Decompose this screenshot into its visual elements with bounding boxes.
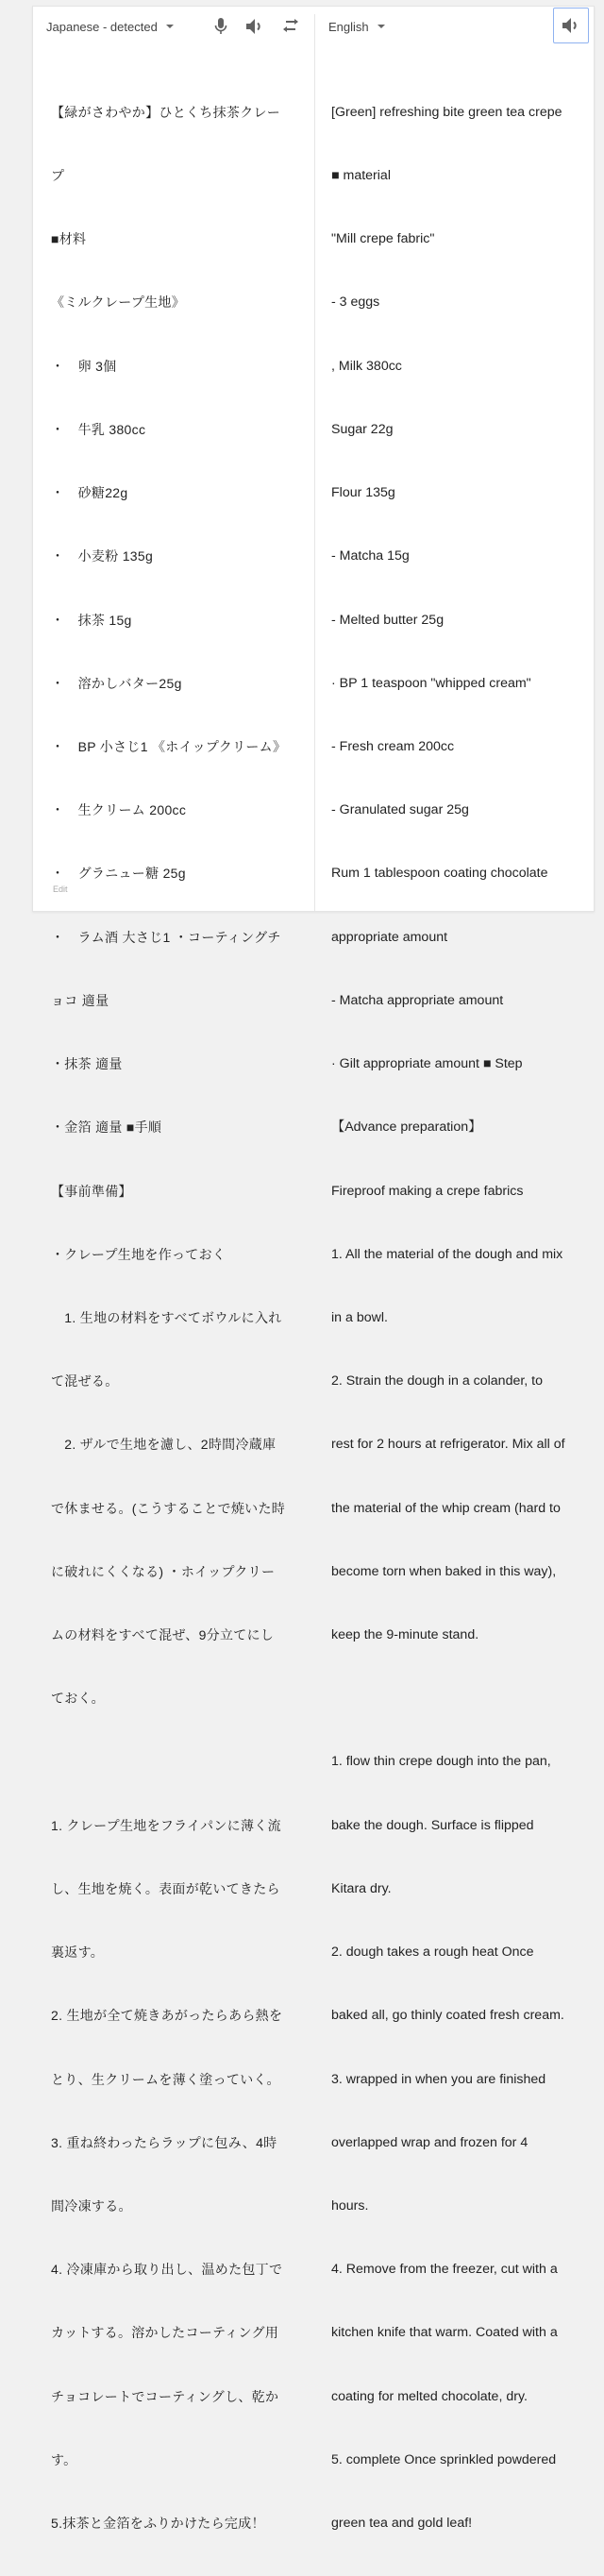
target-line: · Gilt appropriate amount ■ Step	[331, 1056, 523, 1072]
source-line: ・ BP 小さじ1 《ホイップクリーム》	[51, 739, 287, 754]
source-line: カットする。溶かしたコーティング用	[51, 2325, 279, 2341]
speaker-icon	[245, 18, 264, 35]
mic-icon	[214, 17, 227, 36]
target-line: 1. All the material of the dough and mix	[331, 1246, 563, 1262]
target-line: [Green] refreshing bite green tea crepe	[331, 104, 562, 120]
source-line	[51, 1752, 298, 1773]
source-line: ・ グラニュー糖 25g	[51, 866, 186, 882]
source-header	[46, 7, 310, 46]
target-line: 5. complete Once sprinkled powdered	[331, 2451, 557, 2467]
source-line: ・ 生クリーム 200cc	[51, 802, 187, 818]
target-line: "Mill crepe fabric"	[331, 231, 435, 247]
source-line: 2. 生地が全て焼きあがったらあら熱を	[51, 2008, 283, 2024]
source-line: 裏返す。	[51, 1945, 105, 1961]
source-language-select[interactable]	[46, 20, 174, 34]
target-line: Flour 135g	[331, 485, 395, 501]
target-line: 3. wrapped in when you are finished	[331, 2071, 546, 2087]
target-line: 2. dough takes a rough heat Once	[331, 1945, 534, 1961]
panel-divider	[314, 14, 315, 911]
source-line: ■材料	[51, 231, 87, 247]
target-language-select[interactable]	[328, 20, 385, 34]
source-line: 《ミルクレープ生地》	[51, 295, 186, 311]
target-line: Kitara dry.	[331, 1880, 392, 1896]
source-line: ・ 溶かしバター25g	[51, 675, 182, 691]
target-line: appropriate amount	[331, 929, 448, 945]
source-line: に破れにくくなる) ・ホイップクリー	[51, 1563, 276, 1579]
target-line: - Matcha appropriate amount	[331, 992, 504, 1008]
source-line: ョコ 適量	[51, 992, 109, 1008]
source-line: 5.抹茶と金箔をふりかけたら完成！	[51, 2516, 265, 2532]
target-line: 【Advance preparation】	[331, 1120, 482, 1136]
source-line: ・ ラム酒 大さじ1 ・コーティングチ	[51, 929, 281, 945]
target-line: Rum 1 tablespoon coating chocolate	[331, 866, 548, 882]
target-line: - Granulated sugar 25g	[331, 802, 469, 818]
target-line: green tea and gold leaf!	[331, 2516, 473, 2532]
source-line: 【事前準備】	[51, 1183, 132, 1199]
source-line: プ	[51, 168, 65, 184]
source-line: ・ 小麦粉 135g	[51, 548, 154, 564]
target-line: 1. flow thin crepe dough into the pan,	[331, 1754, 551, 1770]
source-line: す。	[51, 2451, 77, 2467]
target-line: 4. Remove from the freezer, cut with a	[331, 2262, 558, 2278]
source-line: 1. クレープ生地をフライパンに薄く流	[51, 1817, 281, 1833]
source-listen-button[interactable]	[241, 13, 269, 40]
target-line: kitchen knife that warm. Coated with a	[331, 2325, 558, 2341]
target-line: Sugar 22g	[331, 421, 394, 437]
source-line: ・クレープ生地を作っておく	[51, 1246, 226, 1262]
source-line: ・金箔 適量 ■手順	[51, 1120, 162, 1136]
target-line: - Melted butter 25g	[331, 612, 445, 628]
source-line: 2. ザルで生地を濾し、2時間冷蔵庫	[51, 1437, 277, 1453]
edit-link[interactable]: Edit	[53, 884, 68, 894]
source-line: ムの材料をすべて混ぜ、9分立てにし	[51, 1627, 275, 1643]
target-line: ■ material	[331, 168, 391, 184]
source-line: ・ 牛乳 380cc	[51, 421, 146, 437]
source-line: とり、生クリームを薄く塗っていく。	[51, 2071, 280, 2087]
target-line: the material of the whip cream (hard to	[331, 1500, 561, 1516]
swap-languages-icon	[281, 19, 300, 34]
target-line: - Fresh cream 200cc	[331, 739, 455, 754]
target-language-label: English	[328, 19, 369, 34]
source-line: で休ませる。(こうすることで焼いた時	[51, 1500, 286, 1516]
source-line: 1. 生地の材料をすべてボウルに入れ	[51, 1309, 282, 1325]
source-line: ておく。	[51, 1691, 105, 1707]
source-line: し、生地を焼く。表面が乾いてきたら	[51, 1880, 280, 1896]
target-line: hours.	[331, 2198, 369, 2214]
target-listen-button[interactable]	[553, 8, 589, 43]
source-line: チョコレートでコーティングし、乾か	[51, 2388, 279, 2404]
target-line: baked all, go thinly coated fresh cream.	[331, 2008, 564, 2024]
source-language-label: Japanese - detected	[46, 19, 158, 34]
target-line: coating for melted chocolate, dry.	[331, 2388, 528, 2404]
target-line: · BP 1 teaspoon "whipped cream"	[331, 675, 531, 691]
translated-text	[331, 59, 588, 2576]
speaker-icon	[562, 17, 580, 34]
chevron-down-icon	[378, 25, 385, 28]
target-line: in a bowl.	[331, 1309, 388, 1325]
source-line: ・ 卵 3個	[51, 358, 117, 374]
source-line: 4. 冷凍庫から取り出し、温めた包丁で	[51, 2262, 283, 2278]
source-line: て混ぜる。	[51, 1373, 119, 1389]
chevron-down-icon	[166, 25, 174, 28]
source-line: ・抹茶 適量	[51, 1056, 123, 1072]
source-line: ・ 抹茶 15g	[51, 612, 132, 628]
target-line: bake the dough. Surface is flipped	[331, 1817, 534, 1833]
source-line: 間冷凍する。	[51, 2198, 132, 2214]
target-line: keep the 9-minute stand.	[331, 1627, 479, 1643]
source-line: 3. 重ね終わったらラップに包み、4時	[51, 2134, 277, 2150]
source-line: ・ 砂糖22g	[51, 485, 128, 501]
target-line	[331, 1688, 588, 1709]
swap-languages-button[interactable]	[277, 13, 305, 40]
source-text[interactable]	[51, 59, 298, 2576]
target-line: - Matcha 15g	[331, 548, 410, 564]
target-line: , Milk 380cc	[331, 358, 402, 374]
mic-button[interactable]	[207, 13, 235, 40]
target-line: become torn when baked in this way),	[331, 1563, 557, 1579]
target-line: overlapped wrap and frozen for 4	[331, 2134, 528, 2150]
translate-panel	[32, 6, 595, 2532]
target-line: 2. Strain the dough in a colander, to	[331, 1373, 544, 1389]
target-line: - 3 eggs	[331, 295, 380, 311]
target-line: rest for 2 hours at refrigerator. Mix all of	[331, 1437, 565, 1453]
target-line: Fireproof making a crepe fabrics	[331, 1183, 524, 1199]
source-line: 【緑がさわやか】ひとくち抹茶クレー	[51, 104, 281, 120]
